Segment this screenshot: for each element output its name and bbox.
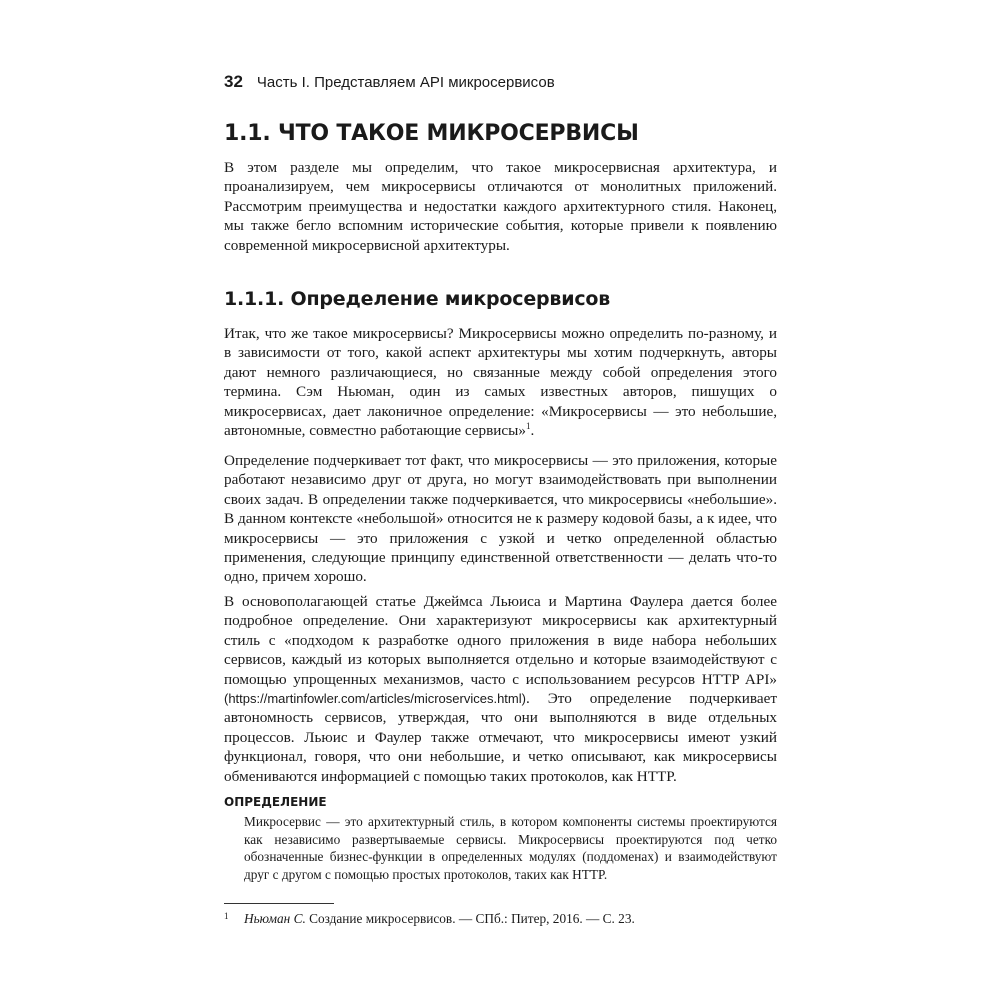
footnote-mark: 1	[224, 911, 229, 921]
page-number: 32	[224, 72, 243, 91]
running-head	[224, 72, 555, 93]
footnote-author: Ньюман С.	[244, 911, 306, 926]
paragraph-3-text-start: В основополагающей статье Джеймса Льюиса и Мартина Фаулера дается более подробное определение. Они характеризуют микросервисы как архитектурный стиль с «подходом к разработке одного приложения в виде набора небольших сервисов, каждый из которых выполняется отдельно и которые взаимодействуют с помощью упрощенных механизмов, часто с использованием ресурсов HTTP API»	[224, 593, 777, 688]
footnote-text: Создание микросервисов. — СПб.: Питер, 2016. — С. 23.	[305, 911, 635, 926]
paragraph-2: Определение подчеркивает тот факт, что микросервисы — это приложения, которые работают независимо друг от друга, но могут взаимодействовать при выполнении своих задач. В определении также подчеркивается, что микросервисы «небольшие». В данном контексте «небольшой» относится не к размеру кодовой базы, а к идее, что микросервисы — это приложения с узкой и четко определенной областью применения, следующие принципу единственной ответственности — делать что-то одно, причем хорошо.	[224, 452, 777, 586]
footnote-reference[interactable]: 1	[525, 420, 531, 431]
footnote-divider	[224, 903, 334, 904]
section-heading: 1.1. ЧТО ТАКОЕ МИКРОСЕРВИСЫ	[224, 121, 639, 146]
definition-label: ОПРЕДЕЛЕНИЕ	[224, 795, 327, 809]
definition-text: Микросервис — это архитектурный стиль, в котором компоненты системы проектируются как независимо развертываемые сервисы. Микросервисы проектируются под четко обозначенные бизнес-функции в определенных модулях (поддоменах) и взаимодействуют друг с другом с помощью простых протоколов, таких как HTTP.	[244, 814, 777, 882]
section-intro-paragraph: В этом разделе мы определим, что такое микросервисная архитектура, и проанализируем, чем микросервисы отличаются от монолитных приложений. Рассмотрим преимущества и недостатки каждого архитектурного стиля. Наконец, мы также бегло вспомним исторические события, которые привели к появлению современной микросервисной архитектуры.	[224, 159, 777, 254]
footnote	[224, 910, 777, 927]
martinfowler-link[interactable]: (https://martinfowler.com/articles/microservices.html)	[224, 691, 526, 707]
paragraph-1	[224, 324, 777, 440]
subsection-heading: 1.1.1. Определение микросервисов	[224, 288, 611, 310]
paragraph-1-end: .	[530, 422, 535, 440]
paragraph-1-text: Итак, что же такое микросервисы? Микросервисы можно определить по-разному, и в зависимости от того, какой аспект архитектуры мы хотим подчеркнуть, авторы дают немного различающиеся, но связанные между собой определения этого термина. Сэм Ньюман, один из самых известных авторов, пишущих о микросервисах, дает лаконичное определение: «Микросервисы — это небольшие, автономные, совместно работающие сервисы»	[224, 325, 777, 440]
paragraph-3	[224, 592, 777, 786]
paragraph-3-text-end: . Это определение подчеркивает автономность сервисов, утверждая, что они выполняются в виде отдельных процессов. Льюис и Фаулер также отмечают, что микросервисы имеют узкий функционал, говоря, что они небольшие, и четко описывают, как микросервисы обмениваются информацией с помощью таких протоколов, как HTTP.	[224, 690, 777, 785]
running-head-title: Часть I. Представляем API микросервисов	[256, 74, 555, 91]
